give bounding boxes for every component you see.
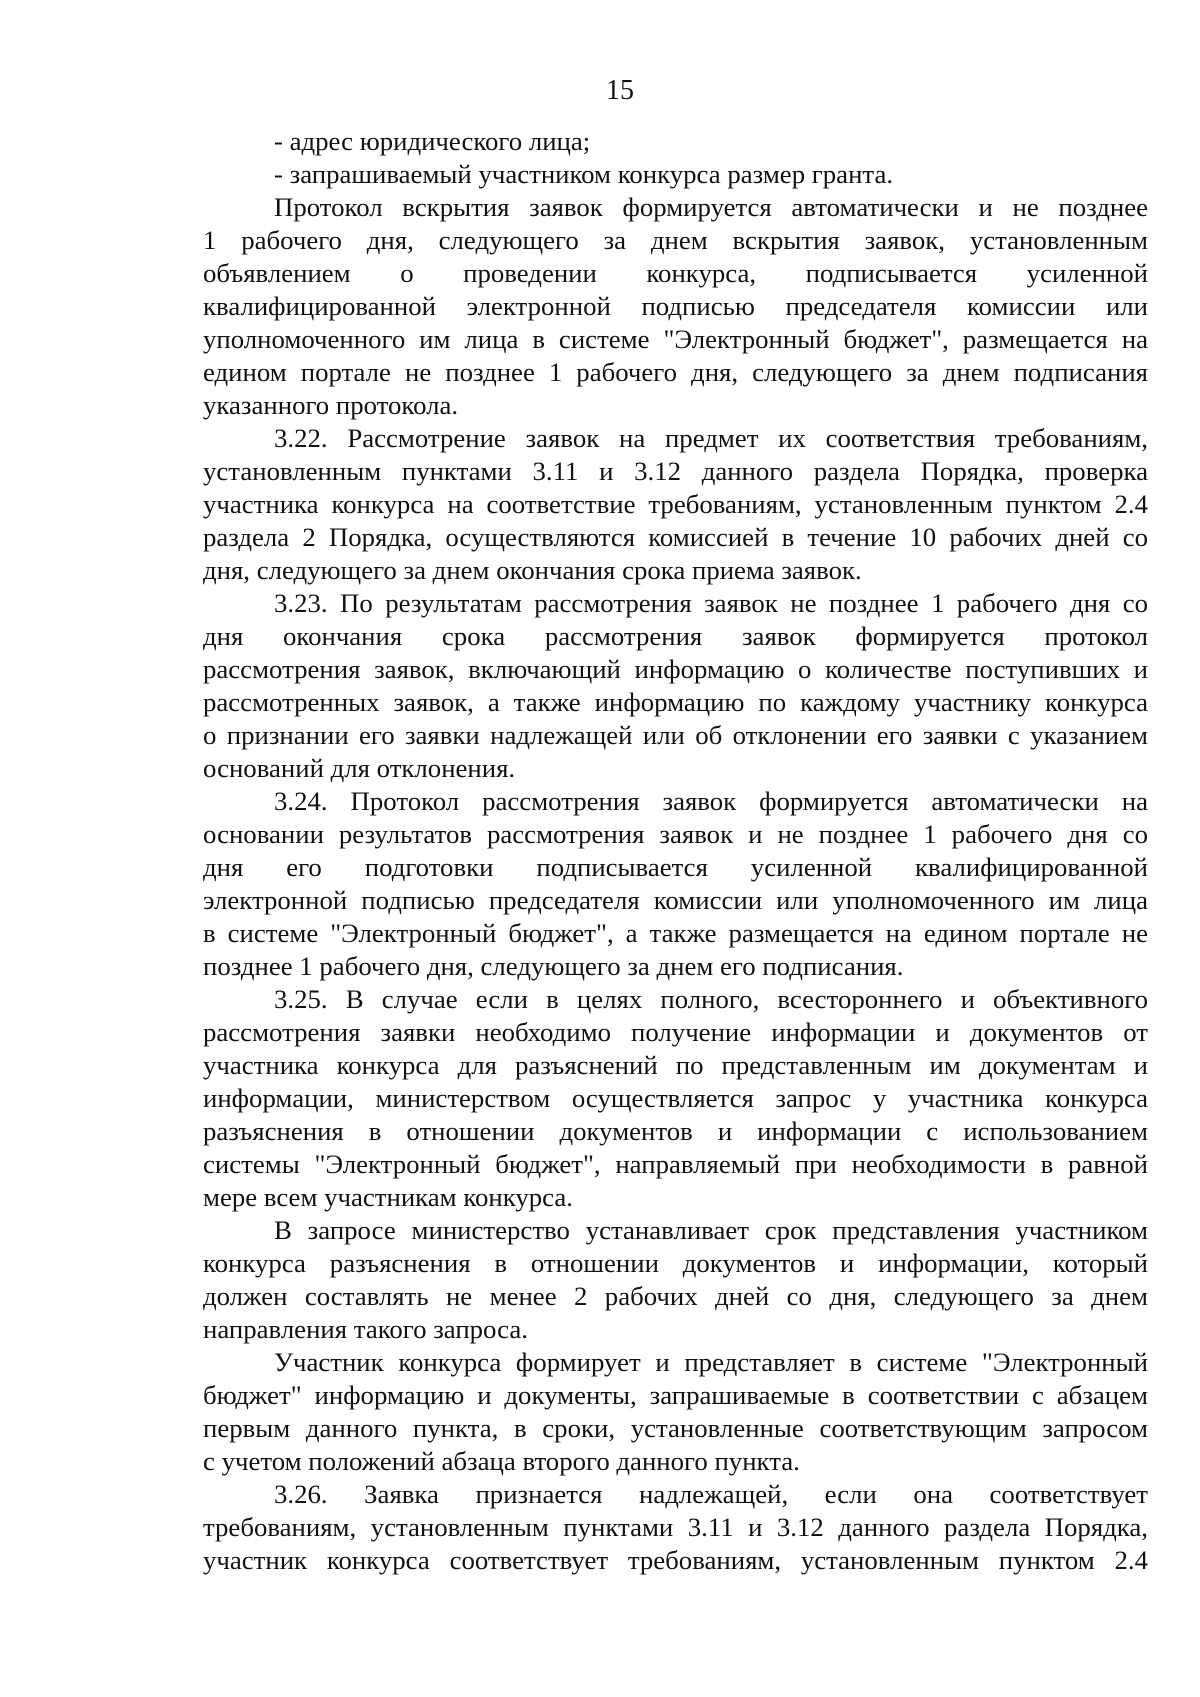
text-line: конкурса разъяснения в отношении документов и информации, который	[203, 1248, 1148, 1278]
text-line: рассмотрения заявок, включающий информацию о количестве поступивших и	[203, 654, 1148, 684]
text-line: информации, министерством осуществляется запрос у участника конкурса	[203, 1083, 1148, 1113]
text-line: электронной подписью председателя комиссии или уполномоченного им лица	[203, 885, 1148, 915]
text-line: 3.24. Протокол рассмотрения заявок формируется автоматически на	[274, 786, 1148, 816]
text-line: требованиям, установленным пунктами 3.11 и 3.12 данного раздела Порядка,	[203, 1512, 1148, 1542]
text-line: системы "Электронный бюджет", направляемый при необходимости в равной	[203, 1149, 1148, 1179]
document-body	[203, 125, 1148, 1577]
text-line: 3.26. Заявка признается надлежащей, если она соответствует	[274, 1479, 1148, 1509]
text-line: едином портале не позднее 1 рабочего дня, следующего за днем подписания	[203, 357, 1148, 387]
text-line: основании результатов рассмотрения заявок и не позднее 1 рабочего дня со	[203, 819, 1148, 849]
text-line: 1 рабочего дня, следующего за днем вскрытия заявок, установленным	[203, 225, 1148, 255]
text-line: участник конкурса соответствует требованиям, установленным пунктом 2.4	[203, 1545, 1148, 1575]
text-line: о признании его заявки надлежащей или об отклонении его заявки с указанием	[203, 720, 1148, 750]
text-line: Протокол вскрытия заявок формируется автоматически и не позднее	[274, 192, 1148, 222]
text-line: раздела 2 Порядка, осуществляются комиссией в течение 10 рабочих дней со	[203, 522, 1148, 552]
text-line: направления такого запроса.	[203, 1314, 528, 1344]
text-line: оснований для отклонения.	[203, 753, 516, 783]
text-line: участника конкурса на соответствие требованиям, установленным пунктом 2.4	[203, 489, 1148, 519]
text-line: первым данного пункта, в сроки, установленные соответствующим запросом	[203, 1413, 1148, 1443]
text-line: бюджет" информацию и документы, запрашиваемые в соответствии с абзацем	[203, 1380, 1148, 1410]
text-line: с учетом положений абзаца второго данного пункта.	[203, 1446, 800, 1476]
text-line: указанного протокола.	[203, 390, 459, 420]
text-line: рассмотренных заявок, а также информацию по каждому участнику конкурса	[203, 687, 1148, 717]
text-line: - адрес юридического лица;	[274, 126, 591, 156]
text-line: участника конкурса для разъяснений по представленным им документам и	[203, 1050, 1148, 1080]
text-line: - запрашиваемый участником конкурса размер гранта.	[274, 159, 894, 189]
page-number: 15	[606, 75, 634, 106]
text-line: В запросе министерство устанавливает срок представления участником	[274, 1215, 1148, 1245]
text-line: 3.25. В случае если в целях полного, всестороннего и объективного	[274, 984, 1148, 1014]
text-line: дня окончания срока рассмотрения заявок формируется протокол	[203, 621, 1148, 651]
text-line: 3.22. Рассмотрение заявок на предмет их соответствия требованиям,	[274, 423, 1148, 453]
text-line: мере всем участникам конкурса.	[203, 1182, 573, 1212]
text-line: позднее 1 рабочего дня, следующего за днем его подписания.	[203, 951, 904, 981]
text-line: Участник конкурса формирует и представляет в системе "Электронный	[274, 1347, 1148, 1377]
text-line: в системе "Электронный бюджет", а также размещается на едином портале не	[203, 918, 1148, 948]
text-line: 3.23. По результатам рассмотрения заявок не позднее 1 рабочего дня со	[274, 588, 1148, 618]
text-line: объявлением о проведении конкурса, подписывается усиленной	[203, 258, 1148, 288]
text-line: разъяснения в отношении документов и информации с использованием	[203, 1116, 1148, 1146]
text-line: установленным пунктами 3.11 и 3.12 данного раздела Порядка, проверка	[203, 456, 1148, 486]
text-line: дня его подготовки подписывается усиленной квалифицированной	[203, 852, 1148, 882]
text-line: уполномоченного им лица в системе "Электронный бюджет", размещается на	[203, 324, 1148, 354]
text-line: должен составлять не менее 2 рабочих дней со дня, следующего за днем	[203, 1281, 1148, 1311]
text-line: рассмотрения заявки необходимо получение информации и документов от	[203, 1017, 1148, 1047]
text-line: дня, следующего за днем окончания срока приема заявок.	[203, 555, 862, 585]
text-line: квалифицированной электронной подписью председателя комиссии или	[203, 291, 1148, 321]
